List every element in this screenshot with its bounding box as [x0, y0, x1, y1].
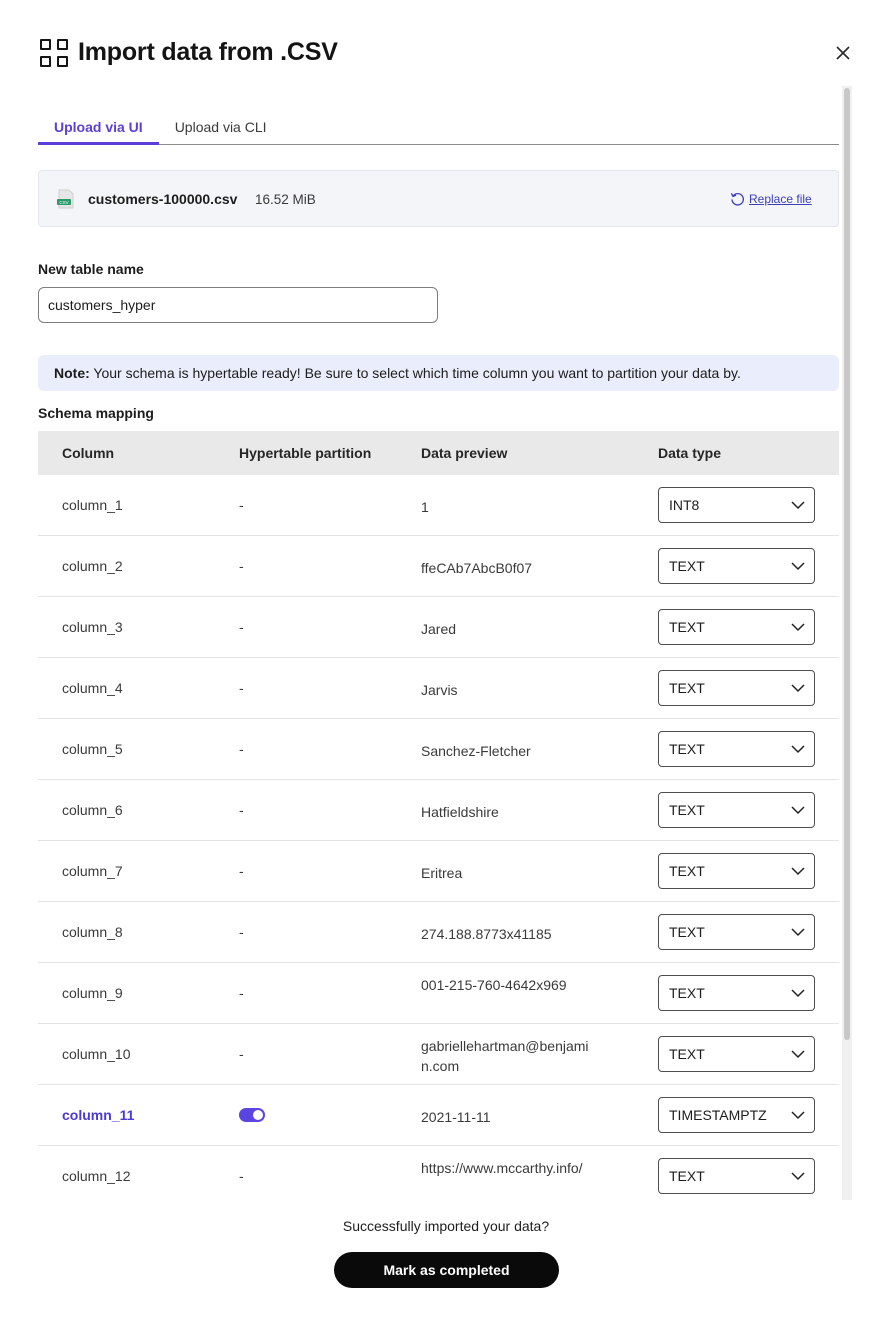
table-header: [38, 431, 839, 475]
scrollbar[interactable]: [842, 86, 852, 1200]
data-type-value: TEXT: [669, 558, 705, 574]
tab-bar: [38, 110, 839, 145]
note-text: Your schema is hypertable ready! Be sure to select which time column you want to partition your data by.: [89, 365, 741, 381]
data-type-value: TEXT: [669, 924, 705, 940]
data-preview: Sanchez-Fletcher: [421, 743, 531, 759]
chevron-down-icon: [791, 561, 805, 571]
data-preview: 1: [421, 499, 429, 515]
chevron-down-icon: [791, 927, 805, 937]
data-type-value: TEXT: [669, 802, 705, 818]
close-button[interactable]: [832, 42, 854, 64]
data-preview: ffeCAb7AbcB0f07: [421, 560, 533, 576]
table-row: [38, 1146, 839, 1200]
partition-cell: -: [239, 497, 244, 513]
chevron-down-icon: [791, 866, 805, 876]
data-type-select[interactable]: [658, 670, 815, 706]
chevron-down-icon: [791, 805, 805, 815]
table-row: [38, 597, 839, 658]
column-name: column_2: [62, 558, 123, 574]
data-type-select[interactable]: [658, 1036, 815, 1072]
table-row: [38, 536, 839, 597]
chevron-down-icon: [791, 622, 805, 632]
table-row: [38, 1085, 839, 1146]
partition-cell: -: [239, 619, 244, 635]
partition-cell: -: [239, 558, 244, 574]
refresh-icon: [729, 190, 746, 207]
file-size: 16.52 MiB: [255, 192, 316, 207]
table-name-input[interactable]: [38, 287, 438, 323]
data-type-select[interactable]: [658, 975, 815, 1011]
partition-cell: -: [239, 802, 244, 818]
file-name: customers-100000.csv: [88, 191, 238, 207]
column-name: column_9: [62, 985, 123, 1001]
mark-completed-button[interactable]: Mark as completed: [334, 1252, 559, 1288]
data-type-value: TEXT: [669, 1168, 705, 1184]
data-type-value: TEXT: [669, 680, 705, 696]
header-type: Data type: [658, 445, 722, 461]
replace-file-label: Replace file: [749, 191, 812, 206]
table-row: [38, 902, 839, 963]
data-type-select[interactable]: [658, 731, 815, 767]
column-name: column_5: [62, 741, 123, 757]
partition-cell: -: [239, 1168, 244, 1184]
dialog-header: [40, 38, 338, 67]
header-preview: Data preview: [421, 445, 508, 461]
table-row: [38, 719, 839, 780]
data-type-select[interactable]: [658, 548, 815, 584]
column-name: column_7: [62, 863, 123, 879]
partition-cell: -: [239, 863, 244, 879]
data-preview: https://www.mccarthy.info/: [421, 1160, 583, 1176]
chevron-down-icon: [791, 500, 805, 510]
data-type-value: TEXT: [669, 619, 705, 635]
data-preview: Jarvis: [421, 682, 458, 698]
chevron-down-icon: [791, 1049, 805, 1059]
page-title: Import data from .CSV: [78, 38, 338, 66]
close-icon: [832, 42, 854, 64]
completion-question: Successfully imported your data?: [342, 1218, 550, 1234]
data-preview: Eritrea: [421, 865, 463, 881]
table-body: [38, 475, 839, 1200]
column-name: column_11: [62, 1107, 135, 1123]
data-type-value: TEXT: [669, 985, 705, 1001]
data-type-value: INT8: [669, 497, 700, 513]
column-name: column_1: [62, 497, 123, 513]
table-name-label: New table name: [38, 261, 144, 277]
svg-text:CSV: CSV: [59, 200, 69, 205]
chevron-down-icon: [791, 683, 805, 693]
table-row: [38, 780, 839, 841]
note-bold: Note:: [54, 365, 90, 381]
partition-toggle[interactable]: [239, 1108, 265, 1122]
replace-file-link[interactable]: [729, 190, 812, 207]
column-name: column_8: [62, 924, 123, 940]
scrollbar-thumb[interactable]: [844, 88, 850, 1040]
data-preview: Hatfieldshire: [421, 804, 499, 820]
header-column: Column: [62, 445, 115, 461]
schema-mapping-label: Schema mapping: [38, 405, 154, 421]
data-type-select[interactable]: [658, 1097, 815, 1133]
partition-cell: -: [239, 741, 244, 757]
data-type-value: TEXT: [669, 863, 705, 879]
data-type-value: TEXT: [669, 741, 705, 757]
table-row: [38, 475, 839, 536]
column-name: column_3: [62, 619, 123, 635]
chevron-down-icon: [791, 988, 805, 998]
csv-file-icon: [57, 189, 75, 209]
chevron-down-icon: [791, 1171, 805, 1181]
partition-cell: -: [239, 680, 244, 696]
data-type-select[interactable]: [658, 792, 815, 828]
tab-upload-cli[interactable]: Upload via CLI: [174, 119, 267, 135]
data-preview: gabriellehartman@benjamin.com: [421, 1038, 589, 1074]
data-preview: Jared: [421, 621, 457, 637]
partition-cell: -: [239, 985, 244, 1001]
partition-cell: -: [239, 924, 244, 940]
table-row: [38, 963, 839, 1024]
header-partition: Hypertable partition: [239, 445, 372, 461]
chevron-down-icon: [791, 1110, 805, 1120]
table-row: [38, 1024, 839, 1085]
partition-cell: -: [239, 1046, 244, 1062]
data-type-value: TEXT: [669, 1046, 705, 1062]
chevron-down-icon: [791, 744, 805, 754]
column-name: column_10: [62, 1046, 131, 1062]
data-preview: 001-215-760-4642x969: [421, 977, 567, 993]
file-summary: [38, 170, 839, 227]
tab-upload-ui[interactable]: Upload via UI: [38, 110, 159, 145]
grid-icon: [40, 39, 68, 67]
schema-table: [38, 431, 839, 1200]
table-row: [38, 841, 839, 902]
data-type-select[interactable]: [658, 853, 815, 889]
data-type-select[interactable]: [658, 1158, 815, 1194]
data-preview: 274.188.8773x41185: [421, 926, 552, 942]
column-name: column_4: [62, 680, 123, 696]
data-type-value: TIMESTAMPTZ: [669, 1107, 767, 1123]
data-preview: 2021-11-11: [421, 1109, 491, 1125]
data-type-select[interactable]: [658, 487, 815, 523]
hypertable-note: [38, 355, 839, 391]
data-type-select[interactable]: [658, 914, 815, 950]
column-name: column_6: [62, 802, 123, 818]
column-name: column_12: [62, 1168, 131, 1184]
table-row: [38, 658, 839, 719]
data-type-select[interactable]: [658, 609, 815, 645]
